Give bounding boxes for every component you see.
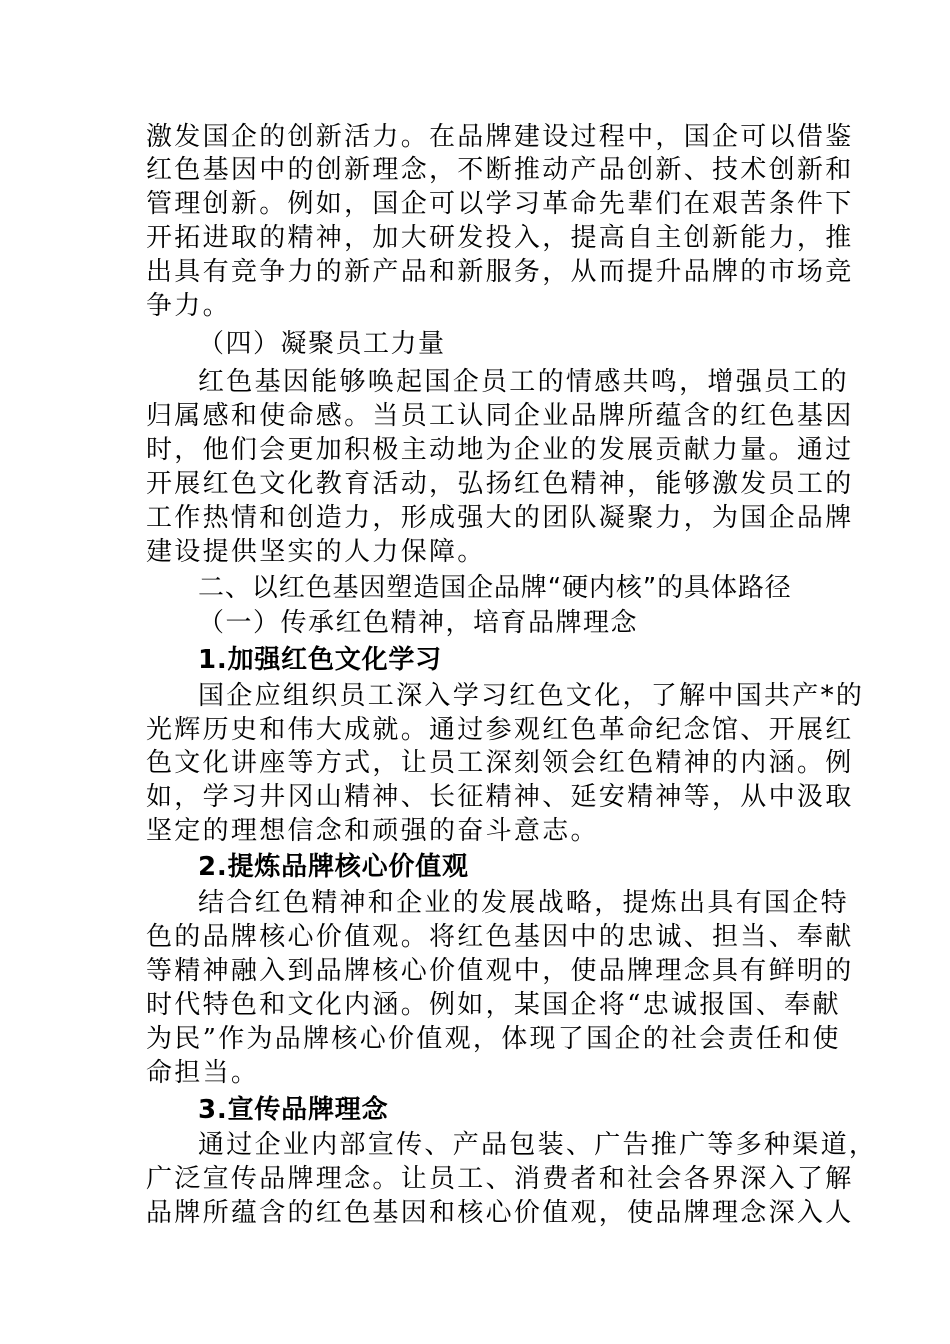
body-line: 出具有竞争力的新产品和新服务，从而提升品牌的市场竞 [146, 257, 854, 287]
subsection-heading: 1.加强红色文化学习 [198, 645, 442, 675]
body-line: 如，学习井冈山精神、长征精神、延安精神等，从中汲取 [146, 782, 854, 812]
subsection-heading: 2.提炼品牌核心价值观 [198, 852, 469, 882]
body-line: 开拓进取的精神，加大研发投入，提高自主创新能力，推 [146, 223, 854, 253]
body-line: 色的品牌核心价值观。将红色基因中的忠诚、担当、奉献 [146, 922, 854, 952]
section-heading: （一）传承红色精神，培育品牌理念 [198, 608, 639, 638]
body-line: 为民”作为品牌核心价值观，体现了国企的社会责任和使 [146, 1024, 841, 1054]
body-line: 管理创新。例如，国企可以学习革命先辈们在艰苦条件下 [146, 189, 854, 219]
section-heading: （四）凝聚员工力量 [198, 329, 446, 359]
body-line: 激发国企的创新活力。在品牌建设过程中，国企可以借鉴 [146, 122, 854, 152]
body-line: 等精神融入到品牌核心价值观中，使品牌理念具有鲜明的 [146, 956, 854, 986]
body-line: 命担当。 [146, 1058, 260, 1088]
chapter-heading: 二、以红色基因塑造国企品牌“硬内核”的具体路径 [198, 573, 792, 603]
body-line: 时，他们会更加积极主动地为企业的发展贡献力量。通过 [146, 435, 854, 465]
body-line: 通过企业内部宣传、产品包装、广告推广等多种渠道， [198, 1130, 878, 1160]
body-line: 结合红色精神和企业的发展战略，提炼出具有国企特 [198, 888, 849, 918]
body-line: 光辉历史和伟大成就。通过参观红色革命纪念馆、开展红 [146, 715, 854, 745]
subsection-heading: 3.宣传品牌理念 [198, 1095, 389, 1125]
body-line: 争力。 [146, 291, 231, 321]
body-line: 工作热情和创造力，形成强大的团队凝聚力，为国企品牌 [146, 503, 854, 533]
body-line: 红色基因能够唤起国企员工的情感共鸣，增强员工的 [198, 367, 849, 397]
body-line: 归属感和使命感。当员工认同企业品牌所蕴含的红色基因 [146, 401, 854, 431]
body-line: 开展红色文化教育活动，弘扬红色精神，能够激发员工的 [146, 469, 854, 499]
body-line: 色文化讲座等方式，让员工深刻领会红色精神的内涵。例 [146, 748, 854, 778]
body-line: 品牌所蕴含的红色基因和核心价值观，使品牌理念深入人 [146, 1198, 854, 1228]
body-line: 国企应组织员工深入学习红色文化，了解中国共产*的 [198, 681, 865, 711]
body-line: 时代特色和文化内涵。例如，某国企将“忠诚报国、奉献 [146, 990, 841, 1020]
body-line: 建设提供坚实的人力保障。 [146, 537, 486, 567]
body-line: 坚定的理想信念和顽强的奋斗意志。 [146, 816, 599, 846]
body-line: 广泛宣传品牌理念。让员工、消费者和社会各界深入了解 [146, 1164, 854, 1194]
body-line: 红色基因中的创新理念，不断推动产品创新、技术创新和 [146, 155, 854, 185]
